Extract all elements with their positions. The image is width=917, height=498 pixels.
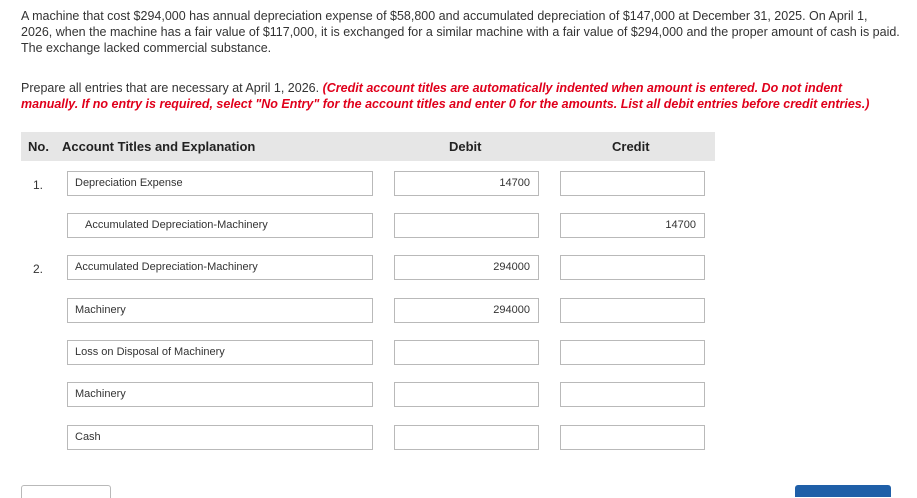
credit-amount-field[interactable] xyxy=(560,425,705,450)
credit-amount-field[interactable] xyxy=(560,255,705,280)
account-title-field[interactable]: Accumulated Depreciation-Machinery xyxy=(67,213,373,238)
debit-amount-field[interactable] xyxy=(394,340,539,365)
debit-amount-field[interactable] xyxy=(394,213,539,238)
credit-amount-field[interactable] xyxy=(560,382,705,407)
account-title-field[interactable]: Cash xyxy=(67,425,373,450)
header-no: No. xyxy=(28,139,49,154)
journal-table-header xyxy=(21,132,715,161)
problem-statement: A machine that cost $294,000 has annual depreciation expense of $58,800 and accumulated depreciation of $147,000 at December 31, 2025. On April 1, 2026, when the machine has a fair value of $117,000, it is exchanged for a similar machine with a fair value of $294,000 and the proper amount of cash is paid. The exchange lacked commercial substance. xyxy=(21,9,900,55)
instructions xyxy=(21,80,901,112)
instructions-note: (Credit account titles are automatically indented when amount is entered. Do not indent manually. If no entry is required, select "No Entry" for the account titles and enter 0 for the amounts. List all debit entries before credit entries.) xyxy=(21,81,870,111)
account-title-field[interactable]: Machinery xyxy=(67,298,373,323)
credit-amount-field[interactable] xyxy=(560,171,705,196)
account-title-field[interactable]: Machinery xyxy=(67,382,373,407)
entry-number: 1. xyxy=(33,178,44,192)
header-debit: Debit xyxy=(449,139,482,154)
credit-amount-field[interactable]: 14700 xyxy=(560,213,705,238)
account-title-field[interactable]: Depreciation Expense xyxy=(67,171,373,196)
account-title-field[interactable]: Accumulated Depreciation-Machinery xyxy=(67,255,373,280)
credit-amount-field[interactable] xyxy=(560,340,705,365)
header-credit: Credit xyxy=(612,139,650,154)
entry-number: 2. xyxy=(33,262,44,276)
instructions-text: Prepare all entries that are necessary at April 1, 2026. xyxy=(21,81,323,95)
bottom-left-button[interactable] xyxy=(21,485,111,498)
debit-amount-field[interactable]: 294000 xyxy=(394,298,539,323)
debit-amount-field[interactable] xyxy=(394,382,539,407)
header-account-titles: Account Titles and Explanation xyxy=(62,139,256,154)
account-title-field[interactable]: Loss on Disposal of Machinery xyxy=(67,340,373,365)
bottom-right-button[interactable] xyxy=(795,485,891,497)
credit-amount-field[interactable] xyxy=(560,298,705,323)
debit-amount-field[interactable]: 294000 xyxy=(394,255,539,280)
debit-amount-field[interactable]: 14700 xyxy=(394,171,539,196)
debit-amount-field[interactable] xyxy=(394,425,539,450)
